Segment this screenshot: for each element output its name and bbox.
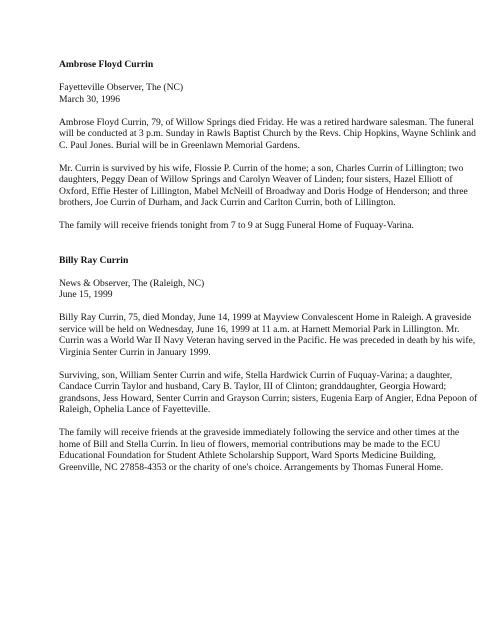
obituary-name: Billy Ray Currin — [59, 254, 129, 266]
obituary-paragraph: The family will receive friends tonight from 7 to 9 at Sugg Funeral Home of Fuquay-Varina. — [59, 220, 414, 231]
obituary-date: March 30, 1996 — [59, 93, 121, 105]
document-page — [59, 59, 479, 485]
obituary-source-block — [59, 82, 479, 105]
obituary-source: Fayetteville Observer, The (NC) — [59, 82, 184, 93]
obituary-source-block — [59, 278, 479, 301]
obituary-paragraph: Surviving, son, William Senter Currin and wife, Stella Hardwick Currin of Fuquay-Varina; a daughter, Candace Currin Taylor and husband, Cary B. Taylor, III of Clinton; granddaughter, Georgia Howard; grandsons, Jess Howard, Senter Currin and Grayson Currin; sisters, Eugenia Earp of Angier, Edna Pepoon of Raleigh, Ophelia Lance of Fayetteville. — [59, 369, 478, 415]
obituary-entry — [59, 255, 479, 474]
obituary-date: June 15, 1999 — [59, 289, 113, 300]
entry-spacer — [59, 243, 479, 255]
obituary-paragraph: Ambrose Floyd Currin, 79, of Willow Springs died Friday. He was a retired hardware salesman. The funeral will be conducted at 3 p.m. Sunday in Rawls Baptist Church by the Revs. Chip Hopkins, Wayne Schlink and C. Paul Jones. Burial will be in Greenlawn Memorial Gardens. — [59, 116, 476, 151]
obituary-source: News & Observer, The (Raleigh, NC) — [59, 277, 205, 289]
obituary-name: Ambrose Floyd Currin — [59, 59, 154, 70]
obituary-paragraph: Billy Ray Currin, 75, died Monday, June 14, 1999 at Mayview Convalescent Home in Raleigh. A graveside service will be held on Wednesday, June 16, 1999 at 11 a.m. at Harnett Memorial Park in Lillington. Mr. Currin was a World War II Navy Veteran having served in the Pacific. He was preceded in death by his wife, Virginia Senter Currin in January 1999. — [59, 312, 476, 358]
obituary-paragraph: Mr. Currin is survived by his wife, Flossie P. Currin of the home; a son, Charles Currin of Lillington; two daughters, Peggy Dean of Willow Springs and Carolyn Weaver of Linden; four sisters, Hazel Elliott of Oxford, Effie Hester of Lillington, Mabel McNeill of Broadway and Doris Hodge of Henderson; and three brothers, Joe Currin of Durham, and Jack Currin and Carlton Currin, both of Lillington. — [59, 162, 468, 208]
obituary-paragraph: The family will receive friends at the graveside immediately following the service and other times at the home of Bill and Stella Currin. In lieu of flowers, memorial contributions may be made to the ECU Educational Foundation for Student Athlete Scholarship Support, Ward Sports Medicine Building, Greenville, NC 27858-4353 or the charity of one's choice. Arrangements by Thomas Funeral Home. — [59, 427, 460, 473]
obituary-entry — [59, 59, 479, 232]
